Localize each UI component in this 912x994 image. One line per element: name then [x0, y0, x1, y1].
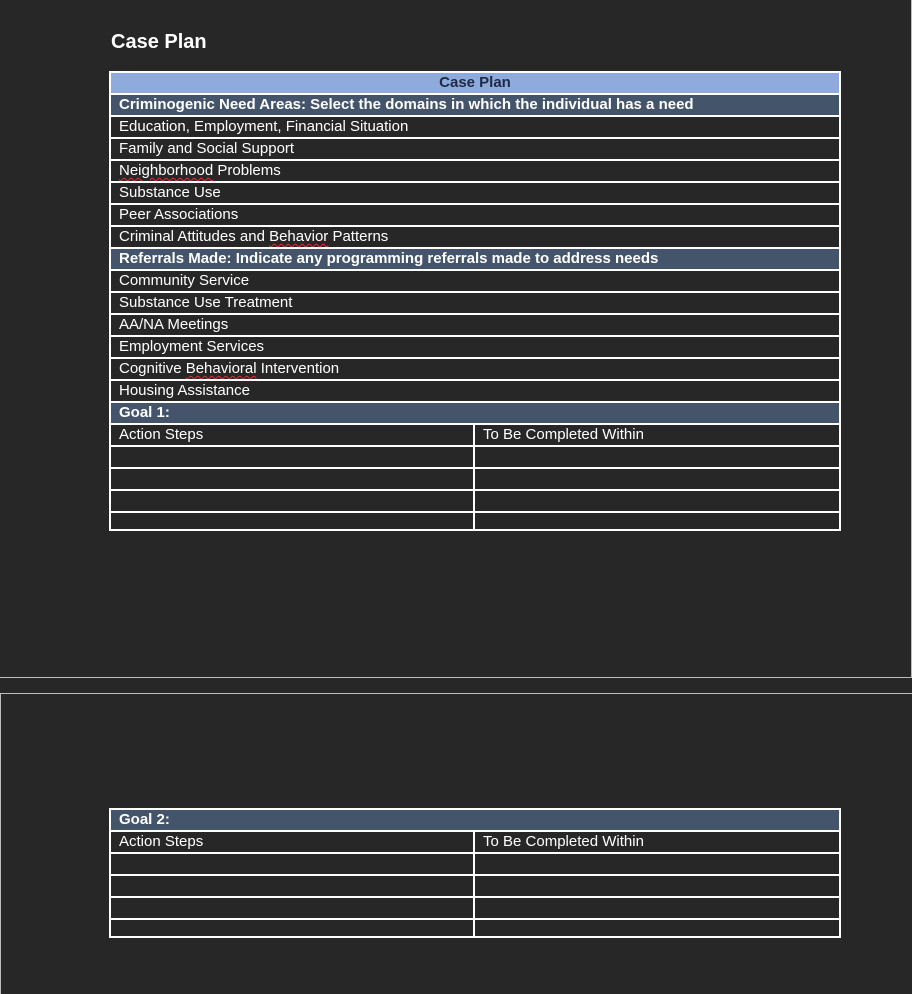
table-row	[110, 919, 840, 937]
goal-2-label[interactable]: Goal 2:	[110, 809, 840, 831]
referral-item-aa-na[interactable]: AA/NA Meetings	[110, 314, 840, 336]
goal-2-columns-row	[110, 831, 840, 853]
need-item-peer-associations[interactable]: Peer Associations	[110, 204, 840, 226]
table-row	[110, 292, 840, 314]
goal-2-within-cell[interactable]	[474, 853, 840, 875]
table-row	[110, 897, 840, 919]
table-row	[110, 182, 840, 204]
referrals-section-header-row	[110, 248, 840, 270]
table-title-row	[110, 72, 840, 94]
need-item-neighborhood[interactable]	[110, 160, 840, 182]
need-item-text: Problems	[213, 162, 281, 179]
need-item-criminal-attitudes[interactable]	[110, 226, 840, 248]
goal-1-completed-within-header[interactable]: To Be Completed Within	[474, 424, 840, 446]
goal-1-within-cell[interactable]	[474, 446, 840, 468]
table-row	[110, 512, 840, 530]
goal-2-action-steps-header[interactable]: Action Steps	[110, 831, 474, 853]
goal-2-within-cell[interactable]	[474, 919, 840, 937]
spellcheck-flagged-word[interactable]: Behavioral	[185, 360, 257, 377]
table-row	[110, 160, 840, 182]
table-row	[110, 204, 840, 226]
goal-1-columns-row	[110, 424, 840, 446]
spellcheck-flagged-word[interactable]: Neighborhood	[119, 162, 214, 179]
table-row	[110, 358, 840, 380]
goal-1-action-cell[interactable]	[110, 490, 474, 512]
document-heading[interactable]: Case Plan	[111, 31, 207, 53]
table-row	[110, 226, 840, 248]
goal-2-action-cell[interactable]	[110, 897, 474, 919]
goal-1-within-cell[interactable]	[474, 490, 840, 512]
table-row	[110, 336, 840, 358]
goal-1-header-row	[110, 402, 840, 424]
goal-1-action-cell[interactable]	[110, 468, 474, 490]
table-row	[110, 446, 840, 468]
table-row	[110, 270, 840, 292]
goal-2-action-cell[interactable]	[110, 853, 474, 875]
goal-1-action-cell[interactable]	[110, 512, 474, 530]
need-item-family[interactable]: Family and Social Support	[110, 138, 840, 160]
goal-1-within-cell[interactable]	[474, 468, 840, 490]
need-item-substance-use[interactable]: Substance Use	[110, 182, 840, 204]
referral-item-text: Cognitive	[119, 360, 186, 377]
table-row	[110, 314, 840, 336]
referral-item-housing[interactable]: Housing Assistance	[110, 380, 840, 402]
table-row	[110, 490, 840, 512]
goal-2-action-cell[interactable]	[110, 919, 474, 937]
referrals-section-header[interactable]: Referrals Made: Indicate any programming referrals made to address needs	[110, 248, 840, 270]
goal-2-within-cell[interactable]	[474, 897, 840, 919]
needs-section-header[interactable]: Criminogenic Need Areas: Select the domains in which the individual has a need	[110, 94, 840, 116]
table-row	[110, 468, 840, 490]
goal-2-action-cell[interactable]	[110, 875, 474, 897]
goal-1-label[interactable]: Goal 1:	[110, 402, 840, 424]
table-row	[110, 875, 840, 897]
goal-1-action-steps-header[interactable]: Action Steps	[110, 424, 474, 446]
goal-2-table	[109, 808, 841, 938]
referral-item-employment[interactable]: Employment Services	[110, 336, 840, 358]
referral-item-substance-treatment[interactable]: Substance Use Treatment	[110, 292, 840, 314]
table-title[interactable]: Case Plan	[110, 72, 840, 94]
need-item-text: Criminal Attitudes and	[119, 228, 270, 245]
table-row	[110, 138, 840, 160]
goal-2-header-row	[110, 809, 840, 831]
referral-item-community-service[interactable]: Community Service	[110, 270, 840, 292]
goal-2-within-cell[interactable]	[474, 875, 840, 897]
table-row	[110, 380, 840, 402]
goal-1-within-cell[interactable]	[474, 512, 840, 530]
spellcheck-flagged-word[interactable]: Behavior	[269, 228, 329, 245]
need-item-education[interactable]: Education, Employment, Financial Situation	[110, 116, 840, 138]
referral-item-cbi[interactable]	[110, 358, 840, 380]
needs-section-header-row	[110, 94, 840, 116]
referral-item-text: Intervention	[256, 360, 340, 377]
goal-1-action-cell[interactable]	[110, 446, 474, 468]
table-row	[110, 853, 840, 875]
need-item-text: Patterns	[328, 228, 389, 245]
case-plan-table	[109, 71, 841, 531]
table-row	[110, 116, 840, 138]
goal-2-completed-within-header[interactable]: To Be Completed Within	[474, 831, 840, 853]
